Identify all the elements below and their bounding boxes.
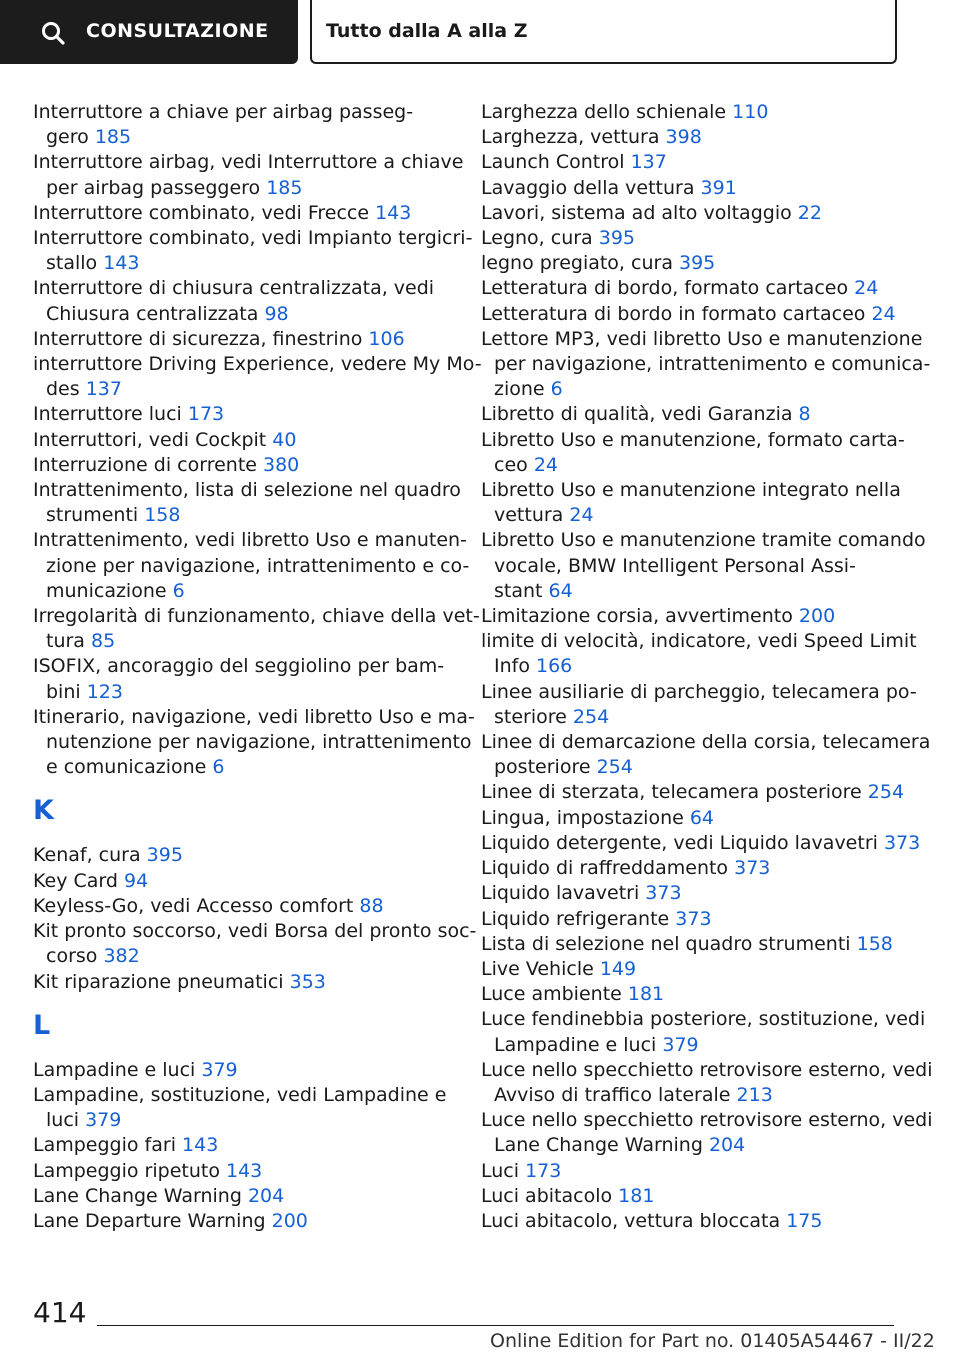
page-reference-link[interactable]: 181 [618,1184,655,1207]
index-column-right [481,100,933,1234]
index-entry [33,201,453,226]
page-reference-link[interactable]: 143 [182,1134,219,1157]
page-reference-link[interactable]: 24 [871,302,896,325]
page-reference-link[interactable]: 24 [533,453,558,476]
index-entry-text: Launch Control [481,151,631,174]
index-entry-text: Irregolarità di funzionamento, chiave della vet- [33,605,480,628]
index-entry-text: limite di velocità, indicatore, vedi Speed Limit [481,630,917,653]
index-entry [33,1083,453,1133]
index-entry-text: Lane Change Warning [494,1134,709,1157]
page-reference-link[interactable]: 380 [263,453,300,476]
index-entry-text: Interruttore luci [33,403,188,426]
page-reference-link[interactable]: 85 [91,630,116,653]
index-entry-text: Libretto Uso e manutenzione integrato nella [481,479,901,502]
index-entry [481,629,917,679]
index-entry [33,919,477,969]
index-entry-text: Lavaggio della vettura [481,176,701,199]
index-entry [33,428,453,453]
consultazione-label: CONSULTAZIONE [86,20,269,42]
page-reference-link[interactable]: 373 [675,907,712,930]
page-reference-link[interactable]: 395 [146,844,183,867]
index-entry-text: Lettore MP3, vedi libretto Uso e manutenzione [481,327,923,350]
index-entry-text: Larghezza, vettura [481,126,666,149]
index-entry-text: ISOFIX, ancoraggio del seggiolino per bam- [33,655,445,678]
index-entry [33,604,480,654]
index-entry-text: Liquido refrigerante [481,907,676,930]
index-entry [481,780,911,805]
index-entry [481,806,911,831]
index-entry-text: Luce nello specchietto retrovisore esterno, vedi [481,1109,933,1132]
index-entry-text: Larghezza dello schienale [481,101,733,123]
index-entry-text: zione [494,378,551,401]
index-entry-text: Kit riparazione pneumatici [33,970,290,993]
index-entry [481,201,911,226]
index-entry-text: strumenti [46,504,145,527]
page-reference-link[interactable]: 391 [700,176,737,199]
page-reference-link[interactable]: 175 [786,1209,823,1232]
index-entry [481,251,911,276]
index-entry-text: zione per navigazione, intrattenimento e co- [46,554,470,577]
index-entry [481,730,931,780]
index-section-letter: K [33,795,54,827]
index-entry [481,150,911,175]
page-reference-link[interactable]: 6 [212,756,225,779]
page-reference-link[interactable]: 88 [359,894,384,917]
index-entry-text: Interruttore combinato, vedi Frecce [33,201,376,224]
index-entry-text: Kit pronto soccorso, vedi Borsa del pronto soc- [33,920,477,943]
index-entry [33,100,453,150]
index-entry-text: Lavori, sistema ad alto voltaggio [481,201,798,224]
index-entry-text: legno pregiato, cura [481,252,679,275]
index-entry-text: Interruttore di chiusura centralizzata, vedi [33,277,435,300]
chapter-title: Tutto dalla A alla Z [326,20,528,42]
index-entry-text: Linee ausiliarie di parcheggio, telecamera po- [481,680,917,703]
page-reference-link[interactable]: 98 [264,302,289,325]
page-reference-link[interactable]: 24 [854,277,879,300]
index-entry [33,276,453,326]
index-entry-text: Libretto di qualità, vedi Garanzia [481,403,799,426]
index-entry-text: Linee di demarcazione della corsia, telecamera [481,731,931,754]
index-entry-text: per airbag passeggero [46,176,267,199]
consultazione-tab[interactable] [0,0,298,64]
index-entry-text: stant [494,579,549,602]
index-entry [33,226,473,276]
index-entry-text: Luce ambiente [481,983,628,1006]
index-entry-text: Liquido lavavetri [481,882,646,905]
page-reference-link[interactable]: 94 [123,869,149,892]
page-reference-link[interactable]: 181 [627,983,665,1006]
footer-edition-text: Online Edition for Part no. 01405A54467 - II/22 [490,1330,935,1352]
index-entry-text: Limitazione corsia, avvertimento [481,605,799,628]
index-entry [481,125,911,150]
index-entry [33,1184,453,1209]
page-reference-link[interactable]: 353 [289,970,326,993]
index-entry-text: Lane Change Warning [33,1184,248,1207]
index-entry-text: Interruttore a chiave per airbag passeg- [33,101,414,123]
index-entry [33,327,453,352]
index-entry [33,352,482,402]
index-entry [481,680,917,730]
index-entry [481,604,911,629]
index-entry-text: gero [46,126,95,149]
index-entry-text: Legno, cura [481,227,599,250]
index-entry [481,1209,911,1234]
page-reference-link[interactable]: 204 [247,1184,285,1207]
page-reference-link[interactable]: 22 [797,201,822,224]
index-entry [481,100,911,125]
index-entry-text: e comunicazione [46,756,213,779]
index-entry-text: des [46,378,86,401]
index-entry-text: Lampeggio ripetuto [33,1159,226,1182]
page-reference-link[interactable]: 398 [665,126,702,149]
index-entry [481,831,921,856]
page-reference-link[interactable]: 106 [368,327,405,350]
index-entry-text: Interruttori, vedi Cockpit [33,428,273,451]
index-entry-text: Interruzione di corrente [33,453,263,476]
chapter-tab[interactable] [310,0,897,64]
index-entry [481,856,911,881]
page-reference-link[interactable]: 149 [599,957,637,980]
index-entry-text: luci [46,1109,86,1132]
index-entry-text: Keyless-Go, vedi Accesso comfort [33,894,360,917]
page-reference-link[interactable]: 6 [550,378,563,401]
index-entry-text: Libretto Uso e manutenzione, formato carta- [481,428,905,451]
index-entry-text: Letteratura di bordo in formato cartaceo [481,302,872,325]
page-reference-link[interactable]: 173 [525,1159,562,1182]
index-entry-text: Linee di sterzata, telecamera posteriore [481,781,868,804]
index-entry-text: municazione [46,579,173,602]
index-entry-text: Luci abitacolo [481,1184,619,1207]
index-entry [481,327,931,403]
index-section-letter: L [33,1009,51,1041]
index-entry [33,453,453,478]
footer-divider [97,1325,894,1326]
index-entry-text: Live Vehicle [481,957,600,980]
page-reference-link[interactable]: 200 [271,1209,308,1232]
index-entry-text: Luci abitacolo, vettura bloccata [481,1209,787,1232]
page-reference-link[interactable]: 137 [630,151,667,174]
index-entry [33,970,453,995]
index-entry-text: Lampadine, sostituzione, vedi Lampadine e [33,1083,447,1106]
index-entry [33,402,453,427]
page-reference-link[interactable]: 24 [569,504,594,527]
page-reference-link[interactable]: 143 [375,201,412,224]
index-entry [481,1108,933,1158]
index-entry [481,932,911,957]
page-reference-link[interactable]: 64 [689,806,715,829]
index-entry-text: Key Card [33,869,124,892]
index-entry [33,1058,453,1083]
index-entry [481,176,911,201]
index-entry-text: Intrattenimento, lista di selezione nel quadro [33,479,461,502]
index-entry-text: per navigazione, intrattenimento e comunica- [494,353,931,376]
page-reference-link[interactable]: 64 [548,579,573,602]
index-entry-text: Info [494,655,536,678]
page-reference-link[interactable]: 254 [596,756,633,779]
index-entry [33,1133,453,1158]
index-entry-text: Avviso di traffico laterale [494,1083,737,1106]
index-entry [481,907,911,932]
index-entry-text: tura [46,630,91,653]
index-entry-text: Lampeggio fari [33,1134,183,1157]
index-entry [481,402,911,427]
page-reference-link[interactable]: 254 [867,781,905,804]
index-entry-text: Chiusura centralizzata [46,302,265,325]
index-entry-text: Interruttore airbag, vedi Interruttore a chiave [33,151,464,174]
page-reference-link[interactable]: 6 [172,579,185,602]
index-entry-text: nutenzione per navigazione, intrattenimento [46,731,472,754]
top-navigation-bar [0,0,960,66]
index-entry-text: bini [46,680,87,703]
page-number: 414 [33,1296,87,1329]
page-reference-link[interactable]: 395 [679,252,716,275]
index-entry-text: Interruttore di sicurezza, finestrino [33,327,369,350]
index-entry [481,478,911,528]
page-reference-link[interactable]: 173 [187,403,225,426]
index-entry-text: Lista di selezione nel quadro strumenti [481,932,857,955]
page-reference-link[interactable]: 254 [572,705,610,728]
index-entry [33,843,453,868]
index-entry [481,226,911,251]
page-reference-link[interactable]: 373 [734,857,771,880]
index-entry-text: Luce nello specchietto retrovisore esterno, vedi [481,1058,933,1081]
page-reference-link[interactable]: 8 [798,403,811,426]
index-entry [481,1184,911,1209]
index-entry [33,869,453,894]
index-entry-text: Luci [481,1159,526,1182]
page-reference-link[interactable]: 40 [272,428,297,451]
index-entry [481,302,911,327]
index-entry-text: posteriore [494,756,597,779]
index-entry-text: Luce fendinebbia posteriore, sostituzione, vedi [481,1008,926,1031]
index-entry [33,654,453,704]
page-reference-link[interactable]: 395 [598,227,635,250]
page-reference-link[interactable]: 185 [266,176,303,199]
page-reference-link[interactable]: 373 [645,882,682,905]
page-reference-link[interactable]: 158 [856,932,893,955]
index-entry-text: stallo [46,252,104,275]
index-entry-text: Lampadine e luci [33,1058,202,1081]
index-entry [33,1209,453,1234]
index-entry [481,982,911,1007]
page-reference-link[interactable]: 185 [94,126,132,149]
index-entry-text: steriore [494,705,573,728]
search-icon [40,20,66,46]
index-entry-text: interruttore Driving Experience, vedere My Mo- [33,353,482,376]
index-entry-text: Lingua, impostazione [481,806,690,829]
index-entry-text: Kenaf, cura [33,844,147,867]
index-entry [481,1058,933,1108]
index-entry-text: Liquido detergente, vedi Liquido lavavetri [481,831,884,854]
index-entry-text: Itinerario, navigazione, vedi libretto Uso e ma- [33,705,475,728]
page-reference-link[interactable]: 379 [85,1109,122,1132]
index-entry-text: ceo [494,453,534,476]
index-entry [481,276,911,301]
index-entry-text: Liquido di raffreddamento [481,857,735,880]
index-column-left [33,100,482,1234]
index-entry-text: vocale, BMW Intelligent Personal Assi- [494,554,856,577]
index-entry-text: Intrattenimento, vedi libretto Uso e manuten- [33,529,467,552]
index-entry [33,705,475,781]
page-reference-link[interactable]: 204 [708,1134,746,1157]
index-entry [481,881,911,906]
page-reference-link[interactable]: 200 [798,605,836,628]
index-entry [481,1159,911,1184]
index-entry-text: Lane Departure Warning [33,1209,272,1232]
index-entry-text: Letteratura di bordo, formato cartaceo [481,277,855,300]
page-reference-link[interactable]: 213 [736,1083,773,1106]
index-entry-text: Libretto Uso e manutenzione tramite comando [481,529,926,552]
index-entry [481,957,911,982]
page-reference-link[interactable]: 143 [103,252,140,275]
page-reference-link[interactable]: 137 [85,378,122,401]
index-entry [481,1007,926,1057]
page-reference-link[interactable]: 382 [103,945,140,968]
index-entry [481,428,911,478]
page-reference-link[interactable]: 123 [86,680,123,703]
page-reference-link[interactable]: 143 [226,1159,263,1182]
index-entry-text: Lampadine e luci [494,1033,663,1056]
page-reference-link[interactable]: 373 [883,831,921,854]
page-reference-link[interactable]: 158 [144,504,181,527]
index-entry-text: Interruttore combinato, vedi Impianto tergicri- [33,227,473,250]
index-entry-text: corso [46,945,104,968]
index-entry-text: vettura [494,504,570,527]
index-entry [33,894,453,919]
index-entry [33,150,464,200]
index-entry [33,528,470,604]
page-reference-link[interactable]: 379 [201,1058,238,1081]
page-reference-link[interactable]: 110 [732,101,769,123]
index-entry [481,528,926,604]
index-entry [33,478,461,528]
index-entry [33,1159,453,1184]
page-reference-link[interactable]: 166 [536,655,573,678]
page-reference-link[interactable]: 379 [662,1033,699,1056]
